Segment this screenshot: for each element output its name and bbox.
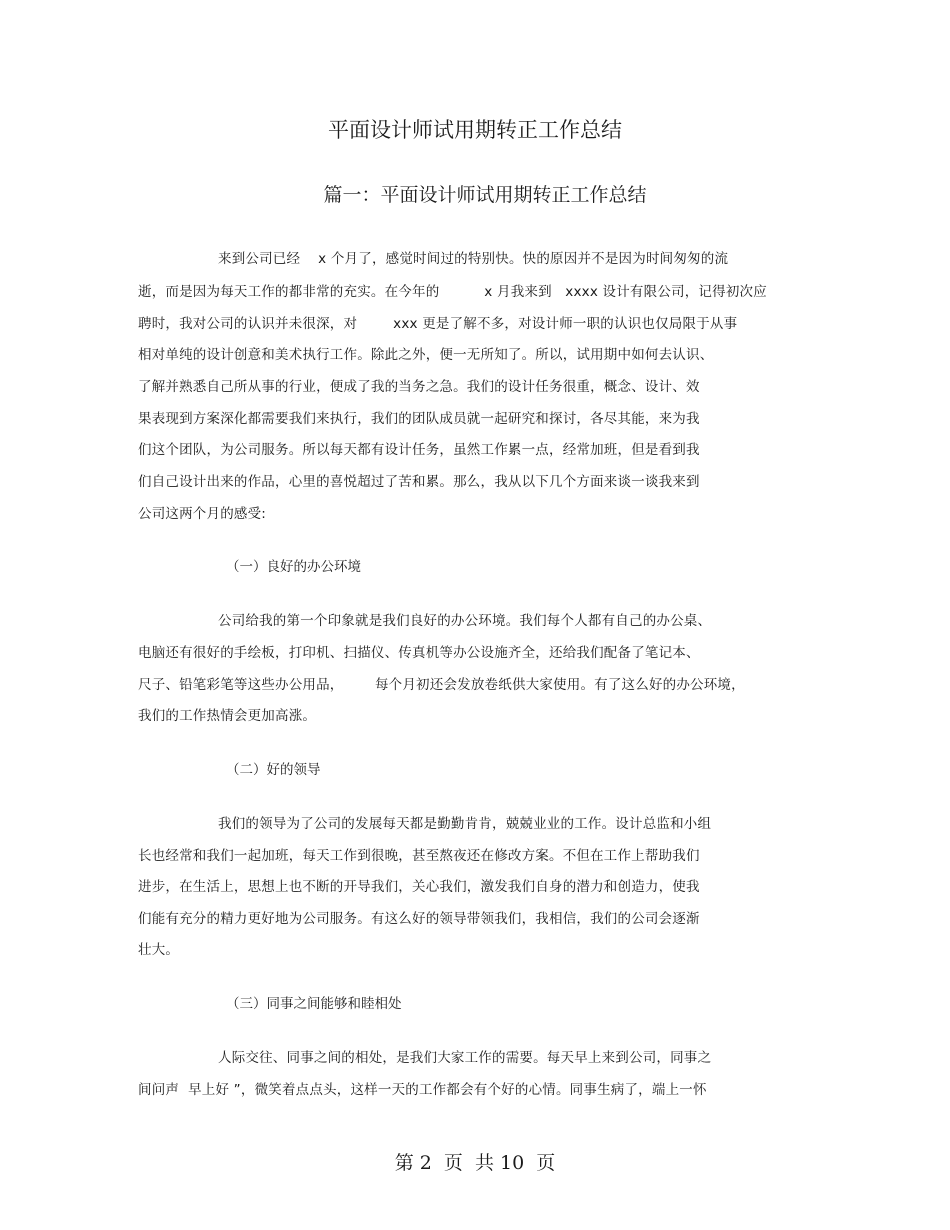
paragraph-line: 们能有充分的精力更好地为公司服务。有这么好的领导带领我们，我相信，我们的公司会逐渐 xyxy=(138,911,700,927)
paragraph-line: 果表现到方案深化都需要我们来执行，我们的团队成员就一起研究和探讨，各尽其能，来为我 xyxy=(138,411,700,427)
paragraph-line: 长也经常和我们一起加班，每天工作到很晚，甚至熬夜还在修改方案。不但在工作上帮助我们 xyxy=(138,848,700,864)
paragraph-line: 公司这两个月的感受: xyxy=(138,506,267,522)
section-heading-leadership: （二）好的领导 xyxy=(226,762,321,778)
page-number-footer: 第 2 页 共 10 页 xyxy=(394,1152,556,1174)
paragraph-line: 尺子、铅笔彩笔等这些办公用品， 每个月初还会发放卷纸供大家使用。有了这么好的办公环境， xyxy=(138,677,745,693)
paragraph-line: 进步，在生活上，思想上也不断的开导我们，关心我们，激发我们自身的潜力和创造力，使我 xyxy=(138,879,700,895)
paragraph-line: 间问声 早上好 ”，微笑着点点头，这样一天的工作都会有个好的心情。同事生病了，端上一怀 xyxy=(138,1082,707,1098)
paragraph-line: 了解并熟悉自己所从事的行业，便成了我的当务之急。我们的设计任务很重，概念、设计、效 xyxy=(138,379,700,395)
section-heading-colleagues: （三）同事之间能够和睦相处 xyxy=(226,996,402,1012)
paragraph-line: 我们的领导为了公司的发展每天都是勤勤肯肯，兢兢业业的工作。设计总监和小组 xyxy=(218,816,712,832)
paragraph-line: 们自己设计出来的作品，心里的喜悦超过了苦和累。那么，我从以下几个方面来谈一谈我来到 xyxy=(138,474,700,490)
paragraph-line: 人际交往、同事之间的相处，是我们大家工作的需要。每天早上来到公司，同事之 xyxy=(218,1050,712,1066)
document-subtitle: 篇一：平面设计师试用期转正工作总结 xyxy=(323,184,647,206)
paragraph-line: 来到公司已经 x 个月了，感觉时间过的特别快。快的原因并不是因为时间匆匆的流 xyxy=(218,251,729,267)
paragraph-line: 聘时，我对公司的认识并未很深，对 xxx 更是了解不多，对设计师一职的认识也仅局限于从事 xyxy=(138,316,738,332)
paragraph-line: 相对单纯的设计创意和美术执行工作。除此之外，便一无所知了。所以，试用期中如何去认识、 xyxy=(138,347,714,363)
document-title: 平面设计师试用期转正工作总结 xyxy=(328,118,622,142)
paragraph-line: 我们的工作热情会更加高涨。 xyxy=(138,708,317,724)
paragraph-line: 们这个团队，为公司服务。所以每天都有设计任务，虽然工作累一点，经常加班，但是看到我 xyxy=(138,442,700,458)
paragraph-line: 壮大。 xyxy=(138,942,180,958)
paragraph-line: 逝，而是因为每天工作的都非常的充实。在今年的 x 月我来到 xxxx 设计有限公司，记得初次应 xyxy=(138,284,767,300)
paragraph-line: 公司给我的第一个印象就是我们良好的办公环境。我们每个人都有自己的办公桌、 xyxy=(218,613,712,629)
section-heading-environment: （一）良好的办公环境 xyxy=(226,559,361,575)
paragraph-line: 电脑还有很好的手绘板，打印机、扫描仪、传真机等办公设施齐全，还给我们配备了笔记本、 xyxy=(138,645,700,661)
